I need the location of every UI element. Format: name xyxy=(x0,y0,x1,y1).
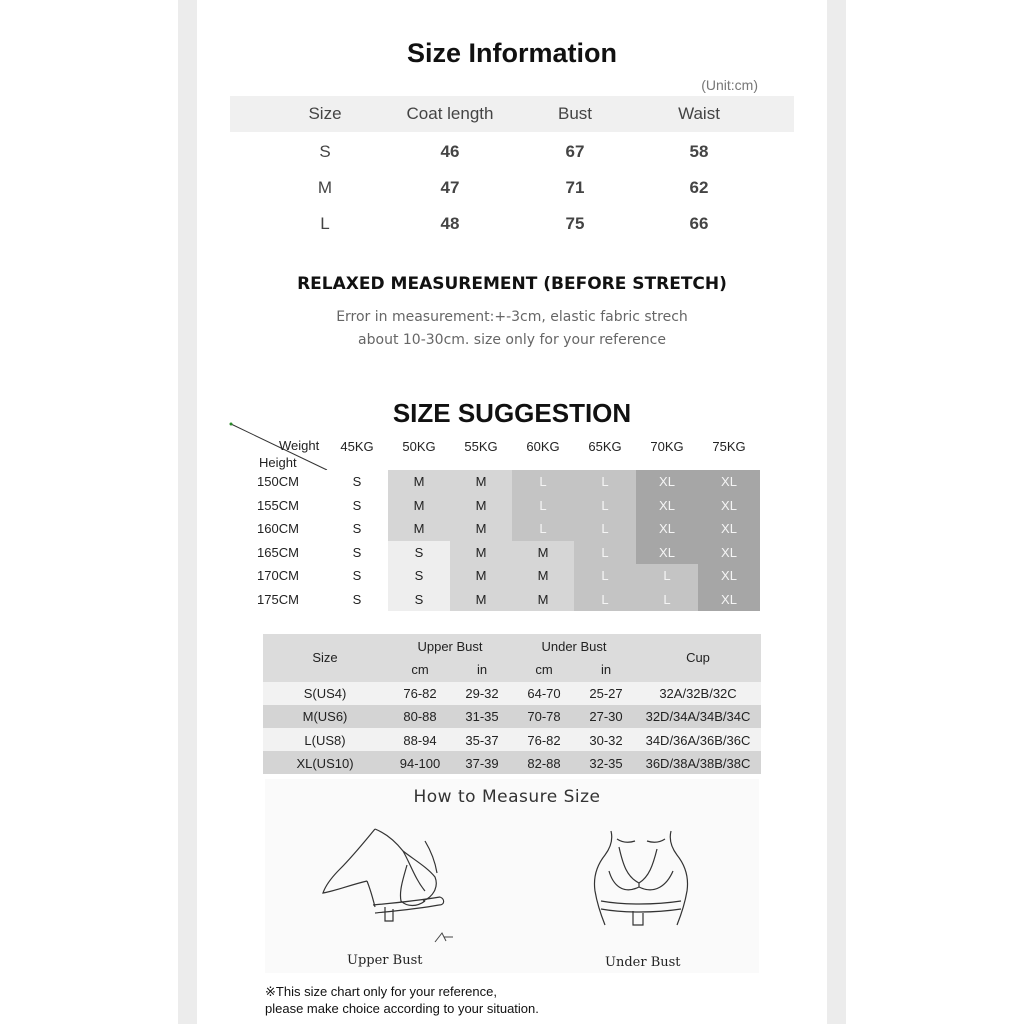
size-suggestion-cell: L xyxy=(574,588,636,612)
size-chart-page xyxy=(197,0,827,1024)
size-suggestion-cell: M xyxy=(450,494,512,518)
waist-cell: 62 xyxy=(689,178,709,197)
upper-bust-in-cell: 29-32 xyxy=(465,686,499,701)
under-bust-in-cell: 25-27 xyxy=(589,686,623,701)
bust-cell: 75 xyxy=(565,214,585,233)
unit-label: (Unit:cm) xyxy=(701,77,758,93)
upper-bust-header: Upper Bust xyxy=(417,639,483,654)
under-bust-cm-cell: 82-88 xyxy=(527,755,561,771)
bra-size-header: Size xyxy=(312,650,338,665)
size-suggestion-cell: S xyxy=(326,470,388,494)
right-margin-strip xyxy=(827,0,846,1024)
coat-length-cell: 48 xyxy=(440,214,460,233)
size-suggestion-title: SIZE SUGGESTION xyxy=(392,398,632,428)
how-to-measure-title: How to Measure Size xyxy=(413,787,601,807)
size-cell: M xyxy=(317,178,333,197)
weight-header: 50KG xyxy=(402,439,436,454)
weight-header: 55KG xyxy=(464,439,498,454)
height-label: 175CM xyxy=(257,591,299,607)
bra-size-cell: XL(US10) xyxy=(296,755,354,771)
under-bust-header: Under Bust xyxy=(541,639,607,654)
measurement-note-line1: Error in measurement:+-3cm, elastic fabric strech xyxy=(336,309,688,325)
under-bust-in-cell: 30-32 xyxy=(589,732,623,748)
waist-header: Waist xyxy=(678,104,720,123)
left-margin-strip xyxy=(178,0,197,1024)
coat-length-cell: 47 xyxy=(440,178,460,197)
size-suggestion-cell: M xyxy=(388,470,450,494)
size-suggestion-cell: S xyxy=(326,541,388,565)
size-suggestion-cell: L xyxy=(512,517,574,541)
size-suggestion-cell: M xyxy=(512,588,574,612)
size-suggestion-cell: XL xyxy=(698,588,760,612)
height-corner-label: Height xyxy=(259,455,297,470)
cup-cell: 32D/34A/34B/34C xyxy=(645,709,751,725)
size-suggestion-cell: M xyxy=(388,494,450,518)
size-suggestion-cell: M xyxy=(450,541,512,565)
coat-length-cell: 46 xyxy=(440,142,460,161)
size-suggestion-cell: S xyxy=(326,588,388,612)
cup-cell: 36D/38A/38B/38C xyxy=(645,755,751,771)
upper-bust-cm-cell: 94-100 xyxy=(399,755,441,771)
size-suggestion-cell: XL xyxy=(698,541,760,565)
bust-cell: 71 xyxy=(565,178,585,197)
weight-header: 45KG xyxy=(340,439,374,454)
size-suggestion-cell: S xyxy=(326,494,388,518)
under-bust-cm-cell: 70-78 xyxy=(527,709,561,725)
size-suggestion-cell: L xyxy=(574,541,636,565)
footer-note-line1: ※This size chart only for your reference, xyxy=(265,984,497,999)
size-suggestion-cell: M xyxy=(450,470,512,494)
under-bust-cm-cell: 76-82 xyxy=(527,732,561,748)
size-suggestion-cell: XL xyxy=(698,494,760,518)
weight-header: 70KG xyxy=(650,439,684,454)
how-to-measure-panel xyxy=(265,779,759,973)
size-header: Size xyxy=(308,104,342,123)
brand-mark-icon xyxy=(433,929,457,945)
weight-header: 65KG xyxy=(588,439,622,454)
measurement-note-line2: about 10-30cm. size only for your reference xyxy=(358,332,666,348)
coat-length-header: Coat length xyxy=(406,104,494,123)
size-suggestion-cell: M xyxy=(388,517,450,541)
waist-cell: 58 xyxy=(689,142,709,161)
bra-size-cell: L(US8) xyxy=(304,732,346,748)
upper-bust-cm-cell: 88-94 xyxy=(403,732,437,748)
in-subheader: in xyxy=(600,662,612,677)
upper-bust-label: Upper Bust xyxy=(347,953,423,968)
cup-cell: 34D/36A/36B/36C xyxy=(645,732,751,748)
height-label: 160CM xyxy=(257,521,299,536)
size-suggestion-cell: L xyxy=(512,470,574,494)
size-cell: S xyxy=(319,142,331,161)
size-suggestion-cell: S xyxy=(388,541,450,565)
under-bust-label: Under Bust xyxy=(605,955,681,970)
in-subheader: in xyxy=(476,662,488,677)
weight-header: 60KG xyxy=(526,439,560,454)
size-suggestion-cell: S xyxy=(388,588,450,612)
upper-bust-in-cell: 37-39 xyxy=(465,755,499,771)
size-suggestion-cell: XL xyxy=(636,517,698,541)
cup-cell: 32A/32B/32C xyxy=(659,686,737,701)
size-suggestion-cell: L xyxy=(636,564,698,588)
size-suggestion-cell: M xyxy=(512,541,574,565)
size-information-title: Size Information xyxy=(406,38,617,68)
size-suggestion-cell: M xyxy=(512,564,574,588)
under-bust-in-cell: 27-30 xyxy=(589,709,623,725)
cup-header: Cup xyxy=(686,650,710,665)
size-suggestion-cell: S xyxy=(326,517,388,541)
size-suggestion-cell: S xyxy=(388,564,450,588)
under-bust-illustration xyxy=(583,825,703,953)
waist-cell: 66 xyxy=(689,214,709,233)
size-suggestion-cell: L xyxy=(574,494,636,518)
size-suggestion-cell: L xyxy=(512,494,574,518)
bra-size-cell: S(US4) xyxy=(303,686,347,701)
size-suggestion-cell: XL xyxy=(636,470,698,494)
cm-subheader: cm xyxy=(535,662,553,677)
size-suggestion-cell: XL xyxy=(636,541,698,565)
upper-bust-cm-cell: 80-88 xyxy=(403,709,437,725)
under-bust-in-cell: 32-35 xyxy=(589,755,623,771)
size-suggestion-cell: S xyxy=(326,564,388,588)
size-suggestion-cell: XL xyxy=(636,494,698,518)
bra-size-cell: M(US6) xyxy=(302,709,348,725)
size-suggestion-cell: M xyxy=(450,588,512,612)
bust-header: Bust xyxy=(557,104,593,123)
relaxed-measurement-title: RELAXED MEASUREMENT (BEFORE STRETCH) xyxy=(297,274,727,294)
size-suggestion-cell: M xyxy=(450,517,512,541)
size-suggestion-cell: L xyxy=(574,517,636,541)
upper-bust-cm-cell: 76-82 xyxy=(403,686,437,701)
under-bust-cm-cell: 64-70 xyxy=(527,686,561,701)
bust-cell: 67 xyxy=(565,142,585,161)
size-suggestion-cell: L xyxy=(574,564,636,588)
size-suggestion-cell: XL xyxy=(698,517,760,541)
size-cell: L xyxy=(320,214,330,233)
size-suggestion-cell: XL xyxy=(698,564,760,588)
size-suggestion-cell: XL xyxy=(698,470,760,494)
height-label: 155CM xyxy=(257,497,299,513)
height-label: 150CM xyxy=(257,474,299,489)
size-suggestion-cell: L xyxy=(574,470,636,494)
cm-subheader: cm xyxy=(411,662,429,677)
size-suggestion-cell: L xyxy=(636,588,698,612)
size-suggestion-cell: M xyxy=(450,564,512,588)
weight-corner-label: Weight xyxy=(279,438,320,453)
upper-bust-in-cell: 35-37 xyxy=(465,732,499,748)
height-label: 170CM xyxy=(257,568,299,583)
upper-bust-in-cell: 31-35 xyxy=(465,709,499,725)
height-label: 165CM xyxy=(257,544,299,560)
footer-note-line2: please make choice according to your situation. xyxy=(265,1001,539,1016)
weight-header: 75KG xyxy=(712,439,746,454)
